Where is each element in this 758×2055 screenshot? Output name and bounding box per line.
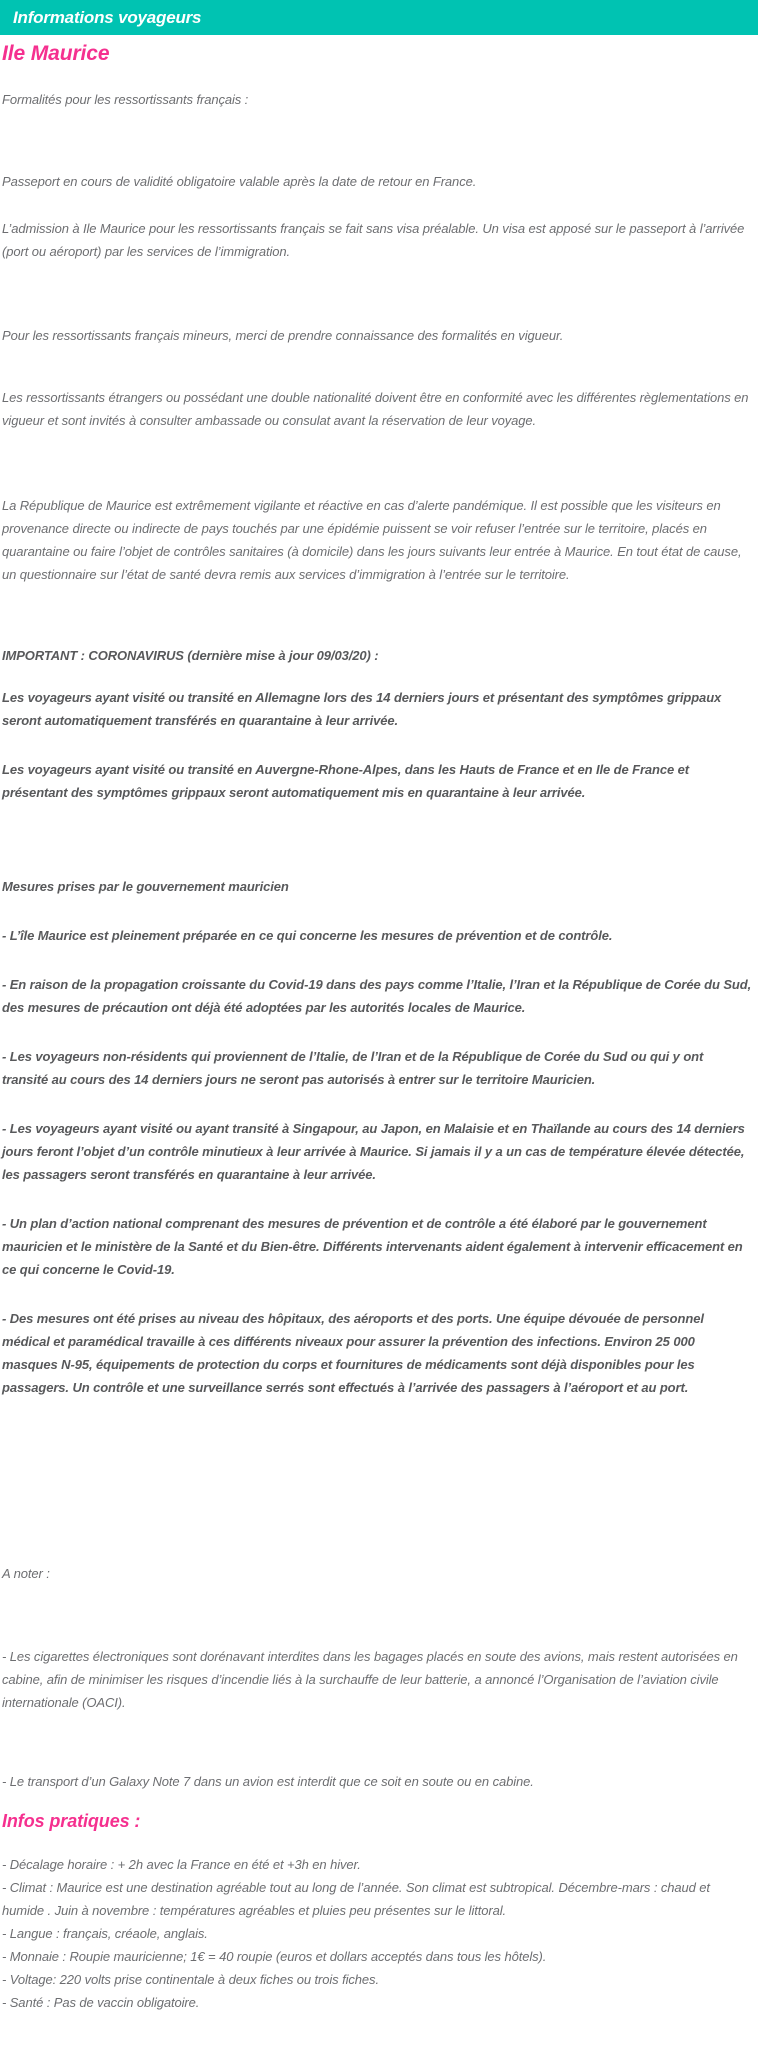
content-area — [0, 42, 758, 2014]
note-item: - Les cigarettes électroniques sont dorénavant interdites dans les bagages placés en soute des avions, mais restent autorisées en cabine, afin de minimiser les risques d’incendie liés à la surchauffe de leur batterie, a annoncé l’Organisation de l’aviation civile internationale (OACI). — [2, 1649, 738, 1710]
coronavirus-title: IMPORTANT : CORONAVIRUS (dernière mise à jour 09/03/20) : — [2, 648, 379, 663]
destination-title: Ile Maurice — [2, 42, 110, 65]
pandemic-vigilance-info: La République de Maurice est extrêmement vigilante et réactive en cas d’alerte pandémique. Il est possible que les visiteurs en provenance directe ou indirecte de pays touchés par une épidémie puissent se voir refuser l’entrée sur le territoire, placés en quarantaine ou faire l’objet de contrôles sanitaires (à domicile) dans les jours suivants leur entrée à Maurice. En tout état de cause, un questionnaire sur l’état de santé devra remis aux services d’immigration à l’entrée sur le territoire. — [2, 498, 742, 582]
coronavirus-germany-rule: Les voyageurs ayant visité ou transité en Allemagne lors des 14 derniers jours et présentant des symptômes grippaux seront automatiquement transférés en quarantaine à leur arrivée. — [2, 690, 722, 728]
measure-item: - L’île Maurice est pleinement préparée en ce qui concerne les mesures de prévention et de contrôle. — [2, 928, 613, 943]
practical-item-language: - Langue : français, créaole, anglais. — [2, 1926, 208, 1941]
coronavirus-france-regions-rule: Les voyageurs ayant visité ou transité en Auvergne-Rhone-Alpes, dans les Hauts de France et en Ile de France et présentant des symptômes grippaux seront automatiquement mis en quarantaine à leur arrivée. — [2, 762, 690, 800]
foreign-nationals-info: Les ressortissants étrangers ou possédant une double nationalité doivent être en conformité avec les différentes règlementations en vigueur et sont invités à consulter ambassade ou consulat avant la réservation de leur voyage. — [2, 390, 749, 428]
formalities-intro: Formalités pour les ressortissants français : — [2, 92, 249, 107]
minors-info: Pour les ressortissants français mineurs, merci de prendre connaissance des formalités en vigueur. — [2, 328, 564, 343]
measure-item: - Les voyageurs ayant visité ou ayant transité à Singapour, au Japon, en Malaisie et en Thaïlande au cours des 14 derniers jours feront l’objet d’un contrôle minutieux à leur arrivée à Maurice. Si jamais il y a un cas de température élevée détectée, les passagers seront transférés en quarantaine à leur arrivée. — [2, 1121, 745, 1182]
note-item: - Le transport d’un Galaxy Note 7 dans un avion est interdit que ce soit en soute ou en cabine. — [2, 1774, 534, 1789]
measure-item: - Des mesures ont été prises au niveau des hôpitaux, des aéroports et des ports. Une équipe dévouée de personnel médical et paramédical travaille à ces différents niveaux pour assurer la prévention des infections. Environ 25 000 masques N-95, équipements de protection du corps et fournitures de médicaments sont déjà disponibles pour les passagers. Un contrôle et une surveillance serrés sont effectués à l’arrivée des passagers à l’aéroport et au port. — [2, 1311, 704, 1395]
measures-title: Mesures prises par le gouvernement mauricien — [2, 879, 289, 894]
practical-item-voltage: - Voltage: 220 volts prise continentale à deux fiches ou trois fiches. — [2, 1972, 379, 1987]
notes-title: A noter : — [2, 1566, 50, 1581]
practical-item-currency: - Monnaie : Roupie mauricienne; 1€ = 40 roupie (euros et dollars acceptés dans tous les hôtels). — [2, 1949, 547, 1964]
measure-item: - Un plan d’action national comprenant des mesures de prévention et de contrôle a été élaboré par le gouvernement mauricien et le ministère de la Santé et du Bien-être. Différents intervenants aident également à intervenir efficacement en ce qui concerne le Covid-19. — [2, 1216, 743, 1277]
practical-info-list — [2, 1853, 752, 2014]
practical-item-health: - Santé : Pas de vaccin obligatoire. — [2, 1995, 200, 2010]
section-header-bar — [0, 0, 758, 35]
passport-requirement: Passeport en cours de validité obligatoire valable après la date de retour en France. — [2, 174, 477, 189]
admission-visa-info: L’admission à Ile Maurice pour les ressortissants français se fait sans visa préalable. Un visa est apposé sur le passeport à l’arrivée (port ou aéroport) par les services de l’immigration. — [2, 221, 745, 259]
measure-item: - Les voyageurs non-résidents qui proviennent de l’Italie, de l’Iran et de la République de Corée du Sud ou qui y ont transité au cours des 14 derniers jours ne seront pas autorisés à entrer sur le territoire Mauricien. — [2, 1049, 704, 1087]
practical-item-climate: - Climat : Maurice est une destination agréable tout au long de l’année. Son climat est subtropical. Décembre-mars : chaud et humide . Juin à novembre : températures agréables et pluies peu présentes sur le littoral. — [2, 1880, 710, 1918]
measure-item: - En raison de la propagation croissante du Covid-19 dans des pays comme l’Italie, l’Iran et la République de Corée du Sud, des mesures de précaution ont déjà été adoptées par les autorités locales de Maurice. — [2, 977, 752, 1015]
practical-info-title: Infos pratiques : — [2, 1811, 141, 1831]
section-header-title: Informations voyageurs — [13, 7, 202, 27]
practical-item-timezone: - Décalage horaire : + 2h avec la France en été et +3h en hiver. — [2, 1857, 361, 1872]
